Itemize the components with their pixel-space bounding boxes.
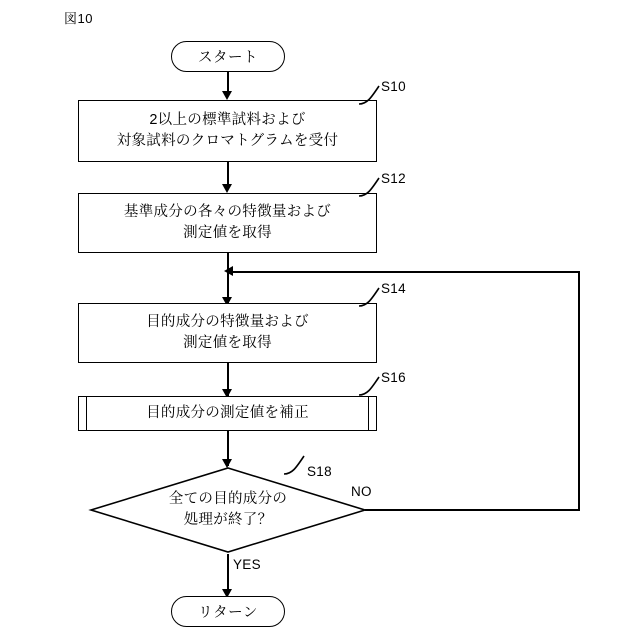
node-s12-line-2: 測定値を取得 (183, 225, 272, 241)
node-start-label: スタート (198, 50, 258, 66)
arrowhead-start-to-s10 (222, 91, 232, 100)
edge-label-no: NO (351, 484, 372, 499)
loopback-vertical-right (578, 271, 580, 510)
node-return (171, 596, 285, 627)
arrowhead-s10-to-s12 (222, 184, 232, 193)
node-return-label: リターン (198, 605, 258, 621)
node-s16-line-1: 目的成分の測定値を補正 (146, 404, 309, 421)
figure-label: 図10 (64, 11, 93, 26)
connector-s12-to-s14 (227, 253, 229, 303)
node-s14-line-2: 測定値を取得 (183, 335, 272, 351)
connector-yes-branch (227, 554, 229, 594)
step-label-s12: S12 (381, 171, 406, 186)
node-s10-line-2: 対象試料のクロマトグラムを受付 (116, 133, 339, 149)
node-s14-line-1: 目的成分の特徴量および (146, 313, 309, 330)
loopback-horizontal-top (228, 271, 580, 273)
arrowhead-loopback (224, 266, 233, 276)
edge-label-yes: YES (233, 557, 261, 572)
step-label-s14: S14 (381, 281, 406, 296)
node-s14 (78, 303, 377, 363)
node-s12-line-1: 基準成分の各々の特徴量および (123, 203, 332, 220)
node-s16 (78, 396, 377, 431)
step-label-s10: S10 (381, 79, 406, 94)
node-s10-line-1: 2以上の標準試料および (149, 111, 306, 128)
node-start (171, 41, 285, 72)
node-s12 (78, 193, 377, 253)
connector-no-branch (365, 509, 580, 511)
node-s18 (88, 466, 368, 554)
node-s18-line-1: 全ての目的成分の (168, 490, 288, 507)
node-s10 (78, 100, 377, 162)
step-label-s16: S16 (381, 370, 406, 385)
node-s18-line-2: 処理が終了？ (183, 512, 273, 528)
step-label-s18: S18 (307, 464, 332, 479)
